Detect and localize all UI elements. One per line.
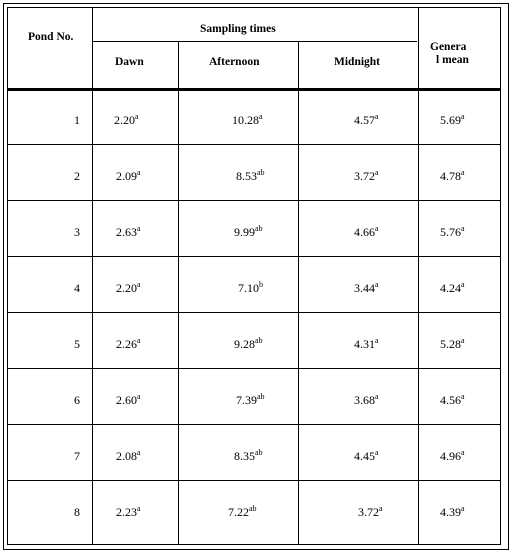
cell-value: 5 — [74, 337, 80, 351]
cell-pond — [74, 449, 80, 463]
cell-value: 3.72 — [354, 169, 375, 183]
cell-value: 5.76 — [440, 225, 461, 239]
cell-mean — [440, 281, 465, 295]
cell-dawn — [116, 337, 141, 351]
significance-letter: a — [137, 392, 141, 401]
cell-midnight — [354, 337, 379, 351]
cell-value: 2.63 — [116, 225, 137, 239]
cell-midnight — [354, 393, 379, 407]
cell-value: 9.99 — [234, 225, 255, 239]
cell-pond — [74, 113, 80, 127]
cell-value: 2.09 — [116, 169, 137, 183]
cell-value: 3 — [74, 225, 80, 239]
cell-dawn — [116, 393, 141, 407]
header-dawn: Dawn — [115, 56, 144, 68]
significance-letter: a — [375, 392, 379, 401]
header-general-mean-line2: l mean — [436, 54, 469, 66]
cell-value: 7.39 — [236, 393, 257, 407]
significance-letter: a — [137, 168, 141, 177]
row-divider — [8, 480, 500, 481]
cell-value: 4.57 — [354, 113, 375, 127]
cell-afternoon — [232, 113, 263, 127]
significance-letter: a — [137, 224, 141, 233]
significance-letter: a — [375, 168, 379, 177]
cell-pond — [74, 169, 80, 183]
significance-letter: a — [259, 112, 263, 121]
cell-mean — [440, 337, 465, 351]
cell-afternoon — [238, 281, 263, 295]
significance-letter: a — [461, 168, 465, 177]
significance-letter: a — [137, 504, 141, 513]
significance-letter: ab — [257, 168, 265, 177]
row-divider — [8, 424, 500, 425]
cell-pond — [74, 393, 80, 407]
significance-letter: a — [137, 336, 141, 345]
cell-value: 5.28 — [440, 337, 461, 351]
significance-letter: a — [379, 504, 383, 513]
cell-pond — [74, 225, 80, 239]
cell-value: 4.56 — [440, 393, 461, 407]
cell-midnight — [354, 281, 379, 295]
cell-value: 4.31 — [354, 337, 375, 351]
cell-value: 8.35 — [234, 449, 255, 463]
cell-value: 4.24 — [440, 281, 461, 295]
row-divider — [8, 256, 500, 257]
header-divider — [92, 41, 417, 42]
significance-letter: b — [259, 280, 263, 289]
header-general-mean — [430, 40, 466, 54]
significance-letter: a — [461, 392, 465, 401]
header-general-mean-line1: Genera — [430, 41, 467, 53]
cell-dawn — [116, 505, 141, 519]
cell-value: 7.10 — [238, 281, 259, 295]
cell-value: 9.28 — [234, 337, 255, 351]
cell-value: 2.26 — [116, 337, 137, 351]
significance-letter: ab — [255, 224, 263, 233]
row-divider — [8, 368, 500, 369]
cell-value: 10.28 — [232, 113, 259, 127]
significance-letter: a — [375, 280, 379, 289]
cell-value: 7 — [74, 449, 80, 463]
header-pond-no: Pond No. — [28, 31, 74, 43]
cell-value: 3.44 — [354, 281, 375, 295]
significance-letter: ab — [249, 504, 257, 513]
cell-value: 3.72 — [358, 505, 379, 519]
cell-afternoon — [236, 393, 265, 407]
header-afternoon: Afternoon — [209, 56, 260, 68]
cell-value: 1 — [74, 113, 80, 127]
column-divider — [92, 8, 93, 544]
significance-letter: a — [375, 336, 379, 345]
cell-pond — [74, 505, 80, 519]
cell-value: 2 — [74, 169, 80, 183]
significance-letter: a — [375, 224, 379, 233]
cell-afternoon — [234, 225, 263, 239]
cell-value: 2.23 — [116, 505, 137, 519]
cell-midnight — [354, 449, 379, 463]
cell-value: 4.39 — [440, 505, 461, 519]
significance-letter: a — [461, 224, 465, 233]
column-divider — [298, 41, 299, 544]
significance-letter: a — [137, 448, 141, 457]
cell-mean — [440, 169, 465, 183]
significance-letter: ab — [257, 392, 265, 401]
data-table — [7, 7, 501, 545]
significance-letter: a — [135, 112, 139, 121]
significance-letter: a — [461, 504, 465, 513]
cell-afternoon — [236, 169, 265, 183]
significance-letter: a — [461, 280, 465, 289]
cell-dawn — [116, 281, 141, 295]
row-divider — [8, 200, 500, 201]
significance-letter: ab — [255, 448, 263, 457]
cell-value: 4 — [74, 281, 80, 295]
cell-value: 5.69 — [440, 113, 461, 127]
row-divider — [8, 144, 500, 145]
cell-afternoon — [234, 337, 263, 351]
cell-value: 2.20 — [114, 113, 135, 127]
cell-value: 4.78 — [440, 169, 461, 183]
cell-mean — [440, 393, 465, 407]
significance-letter: a — [461, 336, 465, 345]
cell-value: 4.96 — [440, 449, 461, 463]
column-divider — [418, 8, 419, 544]
cell-mean — [440, 505, 465, 519]
cell-dawn — [116, 169, 141, 183]
significance-letter: a — [137, 280, 141, 289]
cell-value: 2.20 — [116, 281, 137, 295]
cell-midnight — [354, 225, 379, 239]
cell-value: 8 — [74, 505, 80, 519]
cell-value: 6 — [74, 393, 80, 407]
cell-value: 2.60 — [116, 393, 137, 407]
header-sampling-times: Sampling times — [200, 23, 276, 35]
cell-value: 2.08 — [116, 449, 137, 463]
cell-dawn — [116, 225, 141, 239]
significance-letter: a — [461, 448, 465, 457]
cell-afternoon — [228, 505, 257, 519]
header-bottom-rule — [8, 88, 500, 91]
cell-mean — [440, 225, 465, 239]
column-divider — [178, 41, 179, 544]
cell-midnight — [358, 505, 383, 519]
cell-value: 4.45 — [354, 449, 375, 463]
cell-pond — [74, 337, 80, 351]
cell-dawn — [116, 449, 141, 463]
cell-midnight — [354, 169, 379, 183]
cell-mean — [440, 449, 465, 463]
cell-value: 8.53 — [236, 169, 257, 183]
significance-letter: a — [375, 112, 379, 121]
significance-letter: a — [461, 112, 465, 121]
cell-midnight — [354, 113, 379, 127]
cell-value: 7.22 — [228, 505, 249, 519]
cell-value: 4.66 — [354, 225, 375, 239]
cell-afternoon — [234, 449, 263, 463]
cell-value: 3.68 — [354, 393, 375, 407]
significance-letter: a — [375, 448, 379, 457]
header-midnight: Midnight — [334, 56, 381, 68]
row-divider — [8, 312, 500, 313]
cell-pond — [74, 281, 80, 295]
significance-letter: ab — [255, 336, 263, 345]
cell-dawn — [114, 113, 139, 127]
cell-mean — [440, 113, 465, 127]
